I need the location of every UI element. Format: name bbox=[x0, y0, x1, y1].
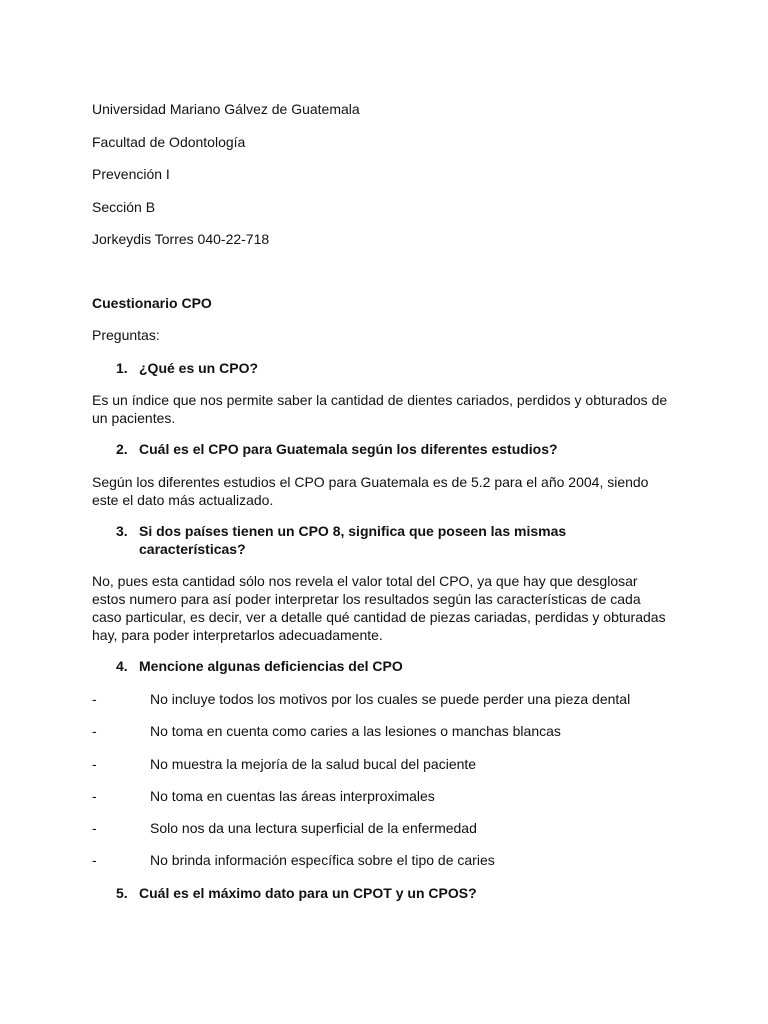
bullet-text: No toma en cuentas las áreas interproximales bbox=[150, 788, 435, 804]
bullet-dash: - bbox=[92, 691, 97, 707]
question-2 bbox=[116, 440, 558, 458]
university-name: Universidad Mariano Gálvez de Guatemala bbox=[92, 101, 360, 117]
bullet-text: No brinda información específica sobre el tipo de caries bbox=[150, 852, 495, 868]
question-text: Cuál es el máximo dato para un CPOT y un CPOS? bbox=[139, 885, 477, 901]
bullet-text: Solo nos da una lectura superficial de la enfermedad bbox=[150, 820, 477, 836]
question-text: Si dos países tienen un CPO 8, significa que poseen las mismas características? bbox=[139, 523, 567, 557]
intro-label: Preguntas: bbox=[92, 327, 160, 343]
question-4 bbox=[116, 657, 403, 675]
answer-2: Según los diferentes estudios el CPO para Guatemala es de 5.2 para el año 2004, siendo este el dato más actualizado. bbox=[92, 474, 649, 508]
section-name: Sección B bbox=[92, 199, 156, 215]
bullet-dash: - bbox=[92, 820, 97, 836]
question-5 bbox=[116, 884, 477, 902]
answer-1: Es un índice que nos permite saber la cantidad de dientes cariados, perdidos y obturados de un pacientes. bbox=[92, 392, 668, 426]
question-text: Mencione algunas deficiencias del CPO bbox=[139, 658, 403, 674]
question-text: Cuál es el CPO para Guatemala según los diferentes estudios? bbox=[139, 441, 558, 457]
student-name: Jorkeydis Torres 040-22-718 bbox=[92, 231, 270, 247]
answer-3: No, pues esta cantidad sólo nos revela el valor total del CPO, ya que hay que desglosar estos numero para así poder interpretar los resultados según las características de cada caso particular, es decir, ver a detalle qué cantidad de piezas cariadas, perdidas y obturadas hay, para poder interpretarlos adecuadamente. bbox=[92, 573, 666, 643]
bullet-dash: - bbox=[92, 788, 97, 804]
document-title: Cuestionario CPO bbox=[92, 295, 212, 311]
faculty-name: Facultad de Odontología bbox=[92, 134, 246, 150]
question-number: 1. bbox=[116, 360, 128, 376]
question-number: 5. bbox=[116, 885, 128, 901]
question-number: 3. bbox=[116, 523, 128, 539]
question-number: 4. bbox=[116, 658, 128, 674]
course-name: Prevención I bbox=[92, 166, 170, 182]
bullet-text: No incluye todos los motivos por los cuales se puede perder una pieza dental bbox=[150, 691, 631, 707]
bullet-text: No muestra la mejoría de la salud bucal del paciente bbox=[150, 756, 477, 772]
question-1 bbox=[116, 359, 258, 377]
question-text: ¿Qué es un CPO? bbox=[139, 360, 259, 376]
bullet-dash: - bbox=[92, 852, 97, 868]
bullet-dash: - bbox=[92, 723, 97, 739]
question-3 bbox=[116, 522, 586, 558]
bullet-text: No toma en cuenta como caries a las lesiones o manchas blancas bbox=[150, 723, 561, 739]
question-number: 2. bbox=[116, 441, 128, 457]
bullet-dash: - bbox=[92, 756, 97, 772]
